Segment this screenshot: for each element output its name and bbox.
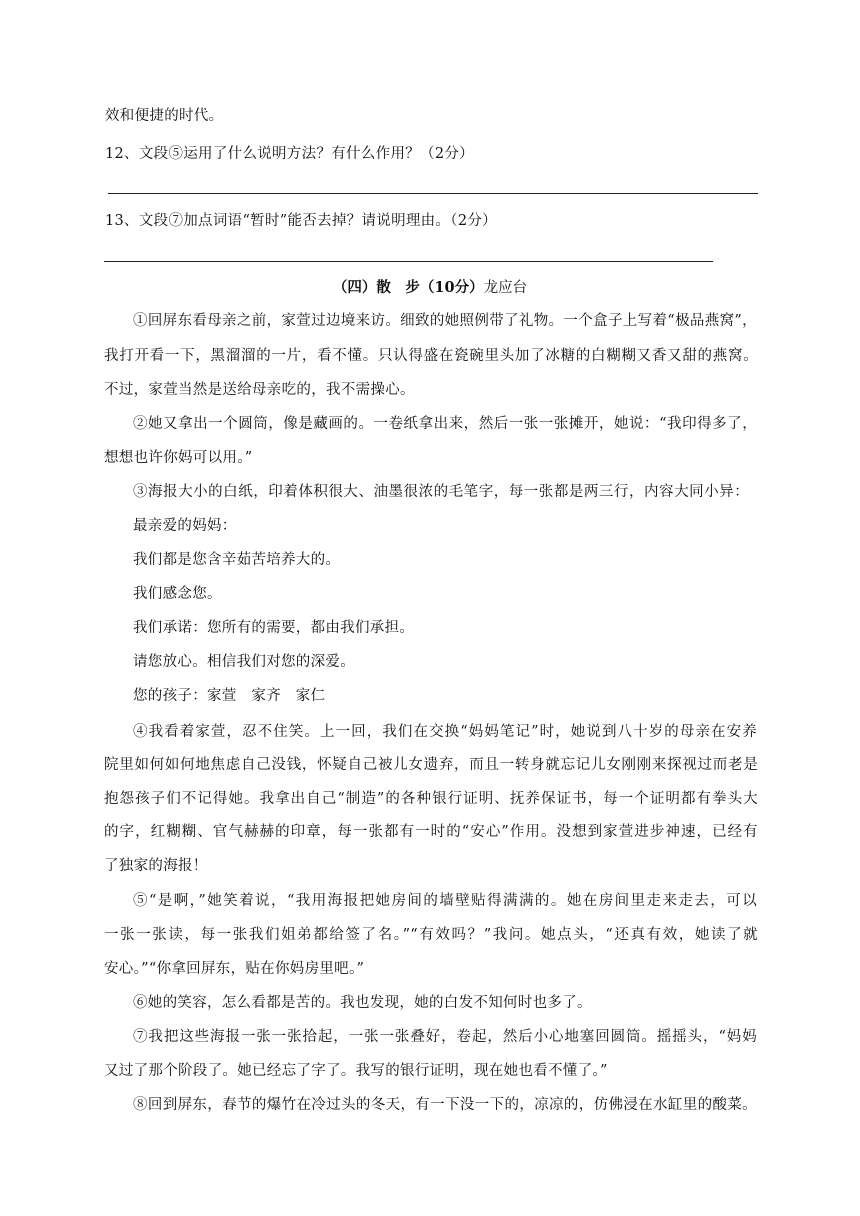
paragraph-2-line-2: 想想也许你妈可以用。” [104,450,253,466]
paragraph-1-line-1: ①回屏东看母亲之前，家萱过边境来访。细致的她照例带了礼物。一个盒子上写着“极品燕窝”， [133,313,757,329]
section-title [0,278,860,298]
answer-line-13 [104,261,713,262]
paragraph-7-line-1: ⑦我把这些海报一张一张拾起，一张一张叠好，卷起，然后小心地塞回圆筒。摇摇头，“妈妈 [133,1029,757,1045]
section-author: 龙应台 [483,280,528,296]
question-13: 13、文段⑦加点词语“暂时”能否去掉？请说明理由。（2分） [105,213,497,229]
paragraph-8-line-1: ⑧回到屏东，春节的爆竹在冷过头的冬天，有一下没一下的，凉凉的，仿佛浸在水缸里的酸菜。 [133,1097,757,1113]
paragraph-4-line-1: ④我看着家萱，忍不住笑。上一回，我们在交换“妈妈笔记”时，她说到八十岁的母亲在安养 [133,724,757,740]
answer-line-12 [108,193,758,194]
poster-line-6: 您的孩子：家萱 家齐 家仁 [133,688,326,704]
poster-line-5: 请您放心。相信我们对您的深爱。 [133,654,355,670]
previous-text-tail: 效和便捷的时代。 [105,108,224,124]
paragraph-4-line-5: 了独家的海报！ [104,858,208,874]
paragraph-7-line-2: 又过了那个阶段了。她已经忘了字了。我写的银行证明，现在她也看不懂了。” [104,1063,608,1079]
paragraph-4-line-4: 的字，红糊糊、官气赫赫的印章，每一张都有一时的“安心”作用。没想到家萱进步神速，已经有 [104,824,758,840]
poster-line-2: 我们都是您含辛茹苦培养大的。 [133,552,341,568]
paragraph-1-line-3: 不过，家萱当然是送给母亲吃的，我不需操心。 [104,382,415,398]
paragraph-4-line-2: 院里如何如何地焦虑自己没钱，怀疑自己被儿女遗弃，而且一转身就忘记儿女刚刚来探视过而老是 [104,757,758,773]
paragraph-2-line-1: ②她又拿出一个圆筒，像是藏画的。一卷纸拿出来，然后一张一张摊开，她说：“我印得多了， [133,416,757,432]
poster-line-4: 我们承诺：您所有的需要，都由我们承担。 [133,620,415,636]
paragraph-1-line-2: 我打开看一下，黑溜溜的一片，看不懂。只认得盛在瓷碗里头加了冰糖的白糊糊又香又甜的燕窝。 [104,348,758,364]
question-12: 12、文段⑤运用了什么说明方法？有什么作用？（2分） [105,146,474,162]
poster-line-1: 最亲爱的妈妈： [133,518,237,534]
poster-line-3: 我们感念您。 [133,586,222,602]
paragraph-3-line-1: ③海报大小的白纸，印着体积很大、油墨很浓的毛笔字，每一张都是两三行，内容大同小异： [133,484,749,500]
paragraph-5-line-1: ⑤“是啊，”她笑着说，“我用海报把她房间的墙壁贴得满满的。她在房间里走来走去，可以 [133,893,757,909]
section-heading: （四）散 步（10分） [332,279,484,296]
paragraph-5-line-3: 安心。”“你拿回屏东，贴在你妈房里吧。” [104,961,365,977]
paragraph-4-line-3: 抱怨孩子们不记得她。我拿出自己“制造”的各种银行证明、抚养保证书，每一个证明都有拳头大 [104,791,758,807]
paragraph-6-line-1: ⑥她的笑容，怎么看都是苦的。我也发现，她的白发不知何时也多了。 [133,995,592,1011]
paragraph-5-line-2: 一张一张读，每一张我们姐弟都给签了名。”“有效吗？”我问。她点头，“还真有效，她读了就 [104,927,758,943]
